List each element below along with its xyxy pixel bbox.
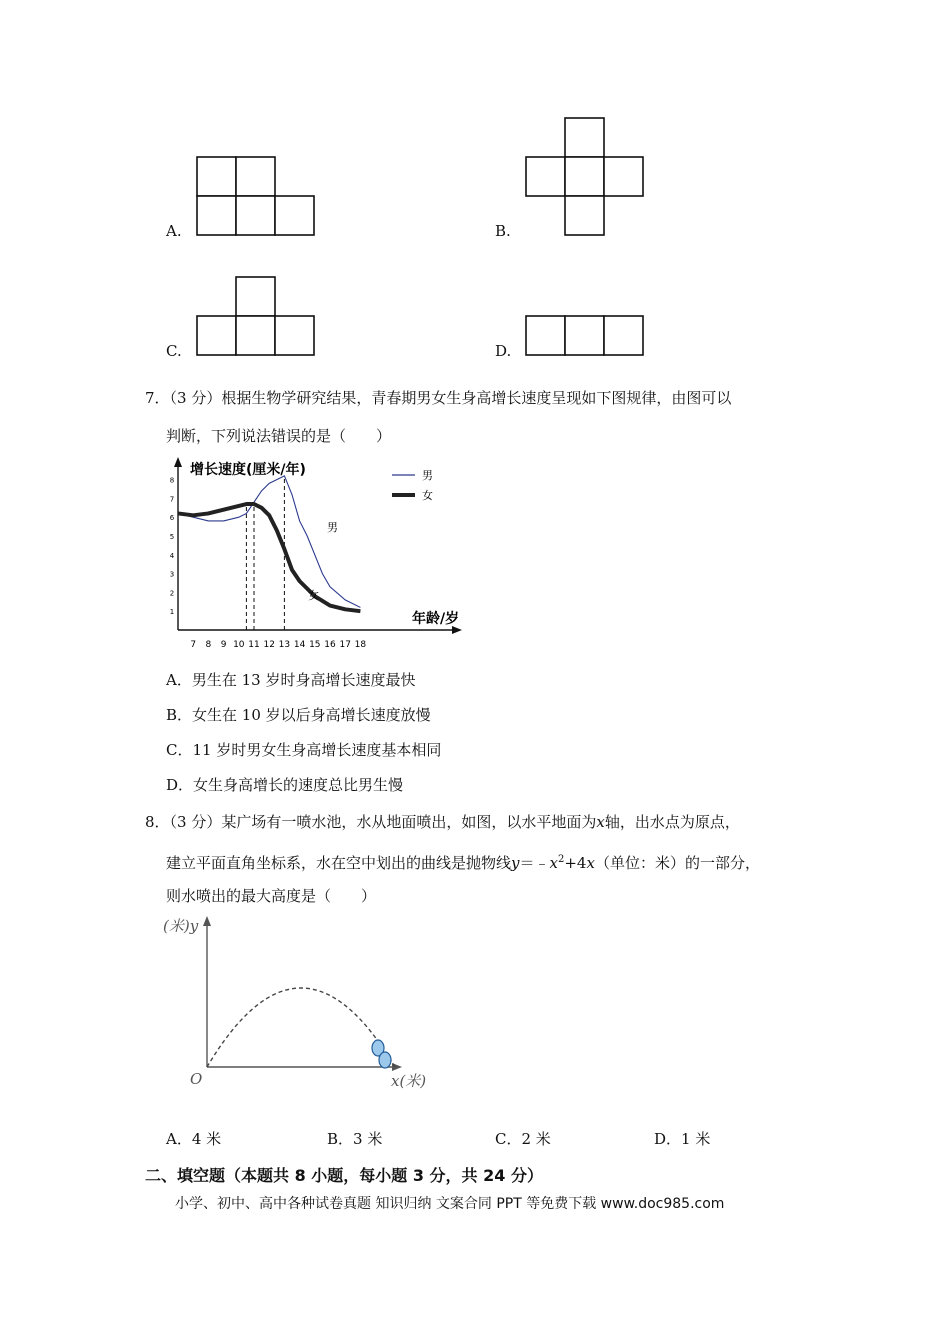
- legend-male-label: 男: [422, 469, 433, 482]
- net-b-figure: [520, 112, 655, 244]
- x-tick-label: 8: [205, 640, 212, 650]
- q7-option-d: D．女生身高增长的速度总比男生慢: [166, 776, 404, 794]
- q7-option-b: B．女生在 10 岁以后身高增长速度放慢: [166, 706, 431, 724]
- net-c-figure: [190, 271, 325, 365]
- q8-formula-x: x: [549, 854, 558, 872]
- chart-x-arrow: [452, 626, 462, 634]
- q6-option-a-label: A.: [166, 222, 182, 240]
- x-tick-label: 15: [309, 640, 321, 650]
- curve-label-female: 女: [308, 589, 319, 602]
- fountain-origin-label: O: [190, 1070, 203, 1088]
- chart-y-label: 增长速度(厘米/年): [190, 462, 306, 478]
- q8-stem-line3: 则水喷出的最大高度是（ ）: [166, 887, 377, 905]
- net-d-figure: [520, 310, 655, 365]
- q7-option-c: C．11 岁时男女生身高增长速度基本相同: [166, 741, 442, 759]
- fountain-parabola-figure: [160, 910, 440, 1095]
- q8-formula-x2: x: [586, 854, 595, 872]
- q8-formula-rest: +4: [564, 854, 587, 872]
- y-tick-label: 4: [169, 551, 175, 560]
- q8-line2-text-a: 建立平面直角坐标系，水在空中划出的曲线是抛物线: [166, 854, 512, 872]
- q8-line1-text-b: 轴，出水点为原点，: [604, 813, 740, 831]
- growth-rate-chart: [160, 455, 470, 655]
- q8-formula-y: y: [511, 854, 520, 872]
- water-drop-lower: [379, 1052, 391, 1068]
- y-tick-label: 5: [169, 533, 175, 541]
- q8-option-a: A．4 米: [166, 1130, 222, 1148]
- q8-line2-text-b: （单位：米）的一部分，: [594, 854, 760, 872]
- net-a-figure: [190, 150, 325, 245]
- q6-option-c-label: C.: [166, 342, 182, 360]
- q8-option-b: B．3 米: [327, 1130, 383, 1148]
- q8-line1-var: x: [596, 813, 605, 831]
- section-2-heading: 二、填空题（本题共 8 小题，每小题 3 分，共 24 分）: [145, 1166, 543, 1185]
- y-tick-label: 7: [169, 495, 175, 504]
- y-tick-label: 1: [169, 608, 175, 617]
- q8-option-c: C．2 米: [495, 1130, 551, 1148]
- x-tick-label: 10: [233, 640, 245, 650]
- x-tick-label: 17: [339, 640, 351, 650]
- x-tick-label: 7: [190, 640, 197, 650]
- curve-label-male: 男: [327, 521, 338, 534]
- y-tick-label: 6: [169, 514, 175, 523]
- legend-female-label: 女: [422, 489, 433, 502]
- y-tick-label: 3: [169, 570, 175, 579]
- chart-x-label: 年龄/岁: [412, 611, 460, 627]
- x-tick-label: 14: [293, 640, 306, 650]
- y-tick-label: 8: [169, 476, 175, 485]
- q7-stem-line1: 7．（3 分）根据生物学研究结果，青春期男女生身高增长速度呈现如下图规律，由图可以: [145, 389, 732, 407]
- chart-y-arrow: [174, 457, 182, 467]
- q7-stem-line2: 判断，下列说法错误的是（ ）: [166, 427, 392, 445]
- x-tick-label: 11: [248, 640, 260, 650]
- fountain-x-label: x(米): [391, 1072, 427, 1090]
- q6-option-b-label: B.: [495, 222, 511, 240]
- fountain-y-arrow: [203, 916, 211, 926]
- x-tick-label: 9: [220, 640, 227, 650]
- x-tick-label: 12: [263, 640, 275, 650]
- q8-stem-line1: [145, 812, 740, 832]
- q8-formula-sup: 2: [557, 854, 565, 865]
- q8-option-d: D．1 米: [654, 1130, 711, 1148]
- q6-option-d-label: D.: [495, 342, 512, 360]
- x-tick-label: 13: [278, 640, 291, 650]
- series-male-line: [178, 476, 360, 608]
- footer-text: 小学、初中、高中各种试卷真题 知识归纳 文案合同 PPT 等免费下载 www.doc985.com: [175, 1196, 725, 1212]
- fountain-y-label: (米)y: [163, 917, 199, 935]
- x-tick-label: 18: [354, 640, 367, 650]
- parabola-curve: [207, 988, 395, 1067]
- q8-line1-text-a: 8．（3 分）某广场有一喷水池，水从地面喷出，如图，以水平地面为: [145, 813, 597, 831]
- x-tick-label: 16: [324, 640, 336, 650]
- q8-formula-eq: ＝﹣: [519, 854, 550, 872]
- y-tick-label: 2: [169, 589, 175, 598]
- q7-option-a: A．男生在 13 岁时身高增长速度最快: [166, 671, 416, 689]
- q8-stem-line2: [166, 850, 760, 873]
